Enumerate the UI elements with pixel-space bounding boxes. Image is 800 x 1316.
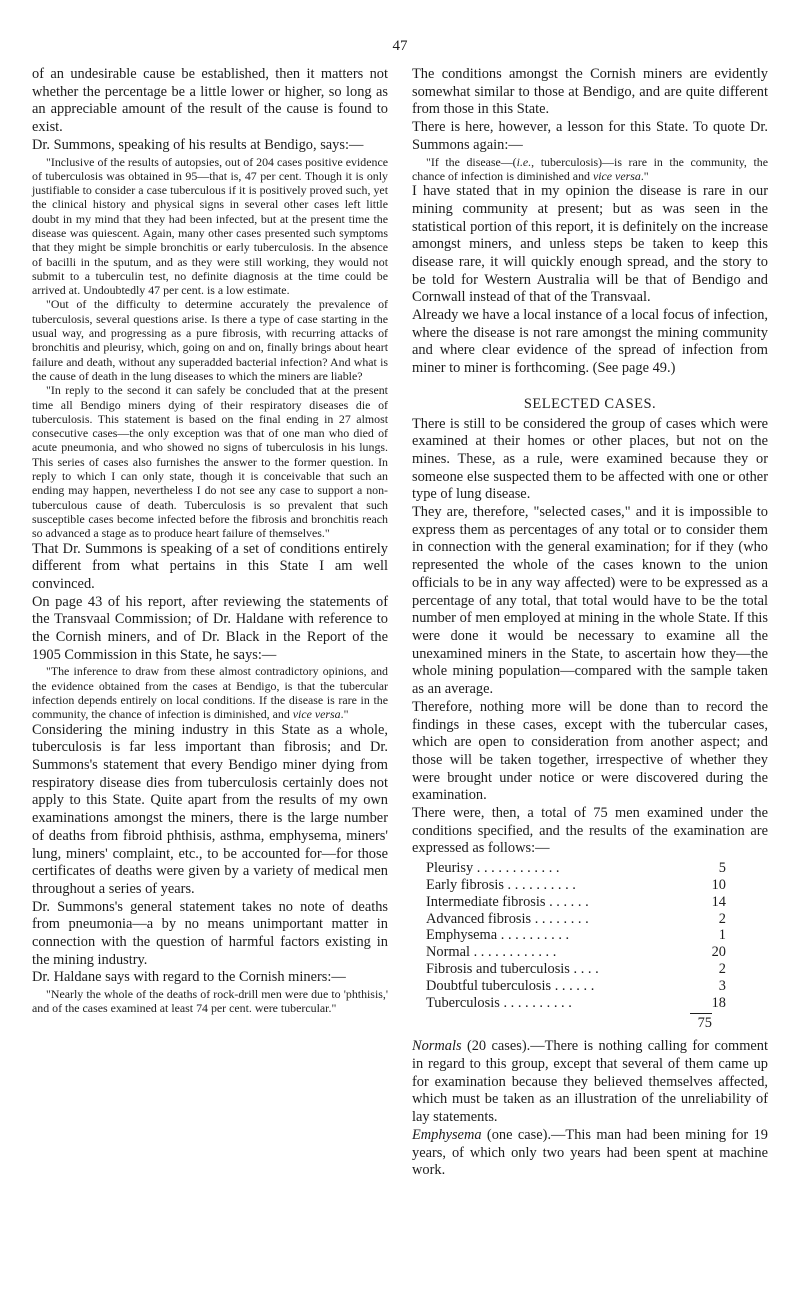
table-row bbox=[426, 944, 726, 961]
table-row-label-group bbox=[426, 944, 556, 961]
paragraph: Dr. Summons's general statement takes no note of deaths from pneumonia—a by no means unimportant matter in connection with the question of harmful factors existing in the mining industry. bbox=[32, 898, 388, 968]
paragraph: There is here, however, a lesson for this State. To quote Dr. Summons again:— bbox=[412, 119, 768, 153]
section-heading: SELECTED CASES. bbox=[523, 395, 657, 412]
table-row-label-group bbox=[426, 978, 594, 995]
paragraph-text: (20 cases).—There is nothing calling for comment in regard to this group, except that several of them came up for examination because they believed themselves affected, which must be taken as an illustration of the unreliability of lay statements. bbox=[412, 1038, 768, 1126]
table-row-label-group bbox=[426, 860, 560, 877]
table-row-leader-dots: . . . . . . bbox=[554, 977, 595, 994]
paragraph bbox=[412, 1038, 768, 1127]
paragraph: Therefore, nothing more will be done than to record the findings in these cases, except with the tubercular cases, which are open to consideration from another aspect; and those will be taken together, irrespective of whether they were brought under notice or were discovered during the examination. bbox=[412, 698, 768, 804]
table-row-label: Intermediate fibrosis bbox=[426, 893, 546, 910]
paragraph: of an undesirable cause be established, then it matters not whether the percentage be a little lower or higher, so long as an appreciable amount of the result of the cause is found to exist. bbox=[32, 66, 388, 136]
quotation: "In reply to the second it can safely be concluded that at the present time all Bendigo miners dying of their respiratory diseases die of tuberculosis. This statement is based on the final ending in 27 almost consecutive cases—the only exception was that of one man who died of acute pneumonia, and who showed no signs of tuberculosis in his lungs. This series of cases also furnishes the answer to the former question. In reply to which I can only state, though it is conceivable that such an ending may happen, nevertheless I do not see any case to support a non-tuberculous cause of death. Tuberculosis is so prevalent that such susceptible cases become infected before the fibrosis and bronchitis reach so advanced a stage as to produce heart failure of themselves." bbox=[32, 383, 388, 541]
paragraph bbox=[412, 1127, 768, 1180]
results-table bbox=[426, 860, 726, 1011]
table-row-leader-dots: . . . . . . . . . . bbox=[500, 927, 570, 944]
paragraph: I have stated that in my opinion the disease is rare in our mining community at present; but as was seen in the statistical portion of this report, it is definitely on the increase amongst miners, and unless steps be taken to keep this disease rare, it will quickly enough spread, and the story to be told for Western Australia will be that of Bendigo and Cornwall instead of that of the Transvaal. bbox=[412, 183, 768, 306]
quotation: "Out of the difficulty to determine accurately the prevalence of tuberculosis, several questions arise. Is there a type of case starting in the usual way, and progressing as a pure fibrosis, with recurring attacks of bronchitis and pleurisy, which, going on and on, finally brings about heart failure and death, without any superadded bacterial infection? And what is the cause of death in the lung diseases to which the miners are liable? bbox=[32, 297, 388, 383]
table-row-value: 20 bbox=[711, 944, 726, 961]
table-row-value: 1 bbox=[718, 927, 726, 944]
quote-text: ." bbox=[640, 168, 649, 183]
table-row-label-group bbox=[426, 927, 569, 944]
table-row-leader-dots: . . . . . . . . . . bbox=[503, 994, 572, 1011]
table-row-value: 10 bbox=[711, 876, 726, 893]
table-row-label-group bbox=[426, 995, 572, 1012]
table-row-label-group bbox=[426, 961, 599, 978]
quote-text: ." bbox=[340, 707, 349, 722]
quote-text: "The inference to draw from these almost contradictory opinions, and the evidence obtained from the cases at Bendigo, is that the tubercular infection depends entirely on local conditions. If the disease is rare in the community, the chance of infection is diminished, and bbox=[32, 664, 388, 722]
table-row-value: 3 bbox=[718, 977, 726, 994]
paragraph: On page 43 of his report, after reviewing the statements of the Transvaal Commission; of Dr. Haldane with reference to the Cornish miners, and of Dr. Black in the Report of the 1905 Commission in this State, he says:— bbox=[32, 593, 388, 663]
paragraph: Dr. Summons, speaking of his results at Bendigo, says:— bbox=[32, 136, 364, 153]
quotation bbox=[412, 155, 768, 184]
table-row-label: Normal bbox=[426, 944, 470, 961]
paragraph: Dr. Haldane says with regard to the Cornish miners:— bbox=[32, 969, 346, 986]
paragraph: There were, then, a total of 75 men examined under the conditions specified, and the results of the examination are expressed as follows:— bbox=[412, 805, 768, 857]
table-row bbox=[426, 877, 726, 894]
table-row-leader-dots: . . . . . . . . . . . . bbox=[473, 944, 557, 961]
table-row-label-group bbox=[426, 911, 589, 928]
table-row-label: Pleurisy bbox=[426, 860, 474, 877]
paragraph: There is still to be considered the group of cases which were examined at their homes or other places, but not on the mines. These, as a rule, were examined because they or someone else suspected them to be affected with one or other type of lung disease. bbox=[412, 415, 768, 503]
table-row-value: 5 bbox=[718, 860, 726, 877]
table-total: 75 bbox=[697, 1015, 712, 1032]
table-row-label: Fibrosis and tuberculosis bbox=[426, 960, 570, 977]
table-row-label-group bbox=[426, 894, 589, 911]
table-row-label: Early fibrosis bbox=[426, 876, 504, 893]
quotation bbox=[32, 664, 388, 721]
quotation: "Nearly the whole of the deaths of rock-drill men were due to 'phthisis,' and of the cases examined at least 74 per cent. were tubercular." bbox=[32, 987, 388, 1016]
table-row-leader-dots: . . . . bbox=[573, 960, 599, 977]
table-row-value: 18 bbox=[711, 994, 726, 1011]
paragraph: They are, therefore, "selected cases," and it is impossible to express them as percentages of any total or to consider them in connection with the general examination; for if they (who represented the whole of the cases known to the union officials to be in any way affected) were to be expressed as a percentage of any total, that total would have to be the total number of men employed at mining in the whole State. If this were done it would be necessary to examine all the unexamined miners in the State, to ascertain how they—the whole mining population—compared with the sample taken as an average. bbox=[412, 504, 768, 698]
table-row-label-group bbox=[426, 877, 576, 894]
paragraph: That Dr. Summons is speaking of a set of conditions entirely different from what pertains in this State I am well convinced. bbox=[32, 540, 388, 592]
table-row-value: 14 bbox=[711, 893, 726, 910]
table-row-label: Emphysema bbox=[426, 927, 498, 944]
page-number: 47 bbox=[392, 38, 408, 54]
table-row-leader-dots: . . . . . . . . . . bbox=[507, 876, 576, 893]
italic-lead: Emphysema bbox=[412, 1126, 482, 1143]
table-row-leader-dots: . . . . . . . . . . . . bbox=[476, 860, 560, 877]
table-row-value: 2 bbox=[718, 910, 726, 927]
right-column bbox=[412, 66, 768, 1180]
left-column bbox=[32, 66, 388, 1016]
quote-text: , tuberculosis)—is rare in the community, the chance of infection is diminished and bbox=[412, 154, 768, 183]
table-row bbox=[426, 995, 726, 1012]
table-row bbox=[426, 911, 726, 928]
paragraph: Considering the mining industry in this State as a whole, tuberculosis is far less important than fibrosis; and Dr. Summons's statement that every Bendigo miner dying from respiratory disease dies from tuberculosis certainly does not apply to this State. Quite apart from the results of my own examinations amongst the miners, there is the large number of deaths from fibroid phthisis, asthma, emphysema, miners' lung, miners' complaint, etc., to be accounted for—for those certificates of deaths were given by a variety of medical men throughout a series of years. bbox=[32, 721, 388, 897]
italic-text: vice versa bbox=[592, 168, 641, 183]
table-row bbox=[426, 860, 726, 877]
paragraph-text: (one case).—This man had been mining for 19 years, of which only two years had been spent at machine work. bbox=[412, 1126, 768, 1179]
table-row-label: Advanced fibrosis bbox=[426, 910, 532, 927]
table-row-label: Tuberculosis bbox=[426, 994, 500, 1011]
table-row-label: Doubtful tuberculosis bbox=[426, 977, 552, 994]
quote-text: "If the disease—( bbox=[426, 154, 517, 169]
table-row bbox=[426, 894, 726, 911]
table-row-leader-dots: . . . . . . . . bbox=[534, 910, 589, 927]
italic-text: vice versa bbox=[292, 707, 341, 722]
quotation: "Inclusive of the results of autopsies, out of 204 cases positive evidence of tuberculosis was obtained in 95—that is, 47 per cent. Though it is only justifiable to consider a case tuberculous if it is positively proved such, yet the clinical history and physical signs in several other cases left little doubt in my mind that they had been infected, but at the present time the disease was quiescent. Again, many other cases presented such symptoms that they might be simple bronchitis or early tuberculosis. In the absence of bacilli in the sputum, and as they were still working, they would not submit to a tuberculin test, no definite diagnosis at the time could be arrived at. Undoubtedly 47 per cent. is a low estimate. bbox=[32, 154, 388, 298]
table-row-value: 2 bbox=[718, 960, 726, 977]
paragraph: The conditions amongst the Cornish miners are evidently somewhat similar to those at Bendigo, and are quite different from those in this State. bbox=[412, 66, 768, 118]
table-row bbox=[426, 927, 726, 944]
italic-lead: Normals bbox=[412, 1038, 462, 1055]
table-row-leader-dots: . . . . . . bbox=[549, 893, 589, 910]
table-row bbox=[426, 978, 726, 995]
paragraph: Already we have a local instance of a local focus of infection, where the disease is not rare amongst the mining community and where clear evidence of the spread of infection from miner to miner is forthcoming. (See page 49.) bbox=[412, 307, 768, 377]
italic-text: i.e. bbox=[516, 154, 532, 169]
table-row bbox=[426, 961, 726, 978]
